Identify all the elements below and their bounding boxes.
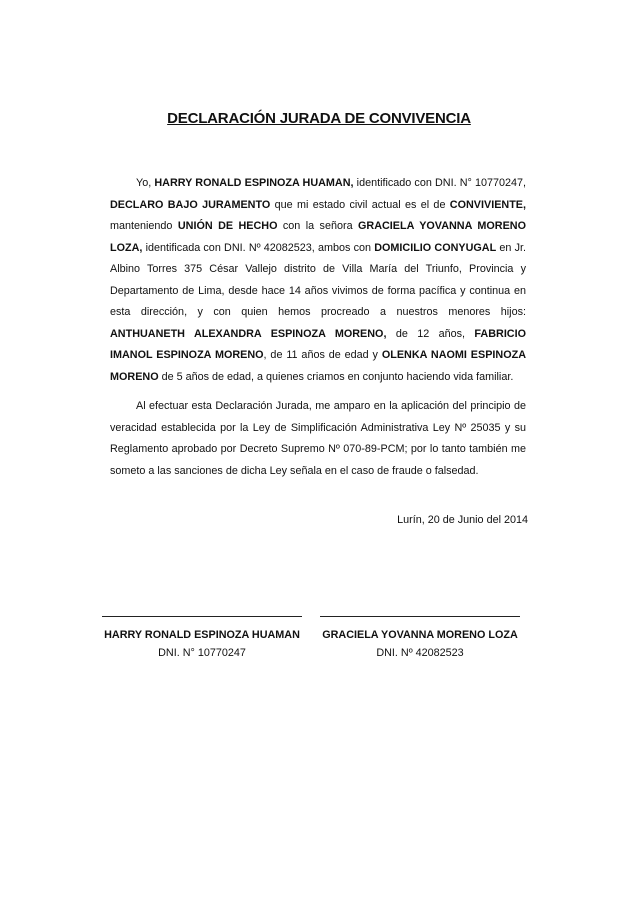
child-name: ANTHUANETH ALEXANDRA ESPINOZA MORENO, xyxy=(110,327,387,340)
signer-dni: DNI. Nº 42082523 xyxy=(376,647,464,659)
signature-line xyxy=(320,616,520,617)
text-run: , de 11 años de edad y xyxy=(263,349,382,361)
text-run: identificada con DNI. Nº 42082523, ambos con xyxy=(142,241,375,254)
paragraph-legal-basis: Al efectuar esta Declaración Jurada, me amparo en la aplicación del principio de veracidad establecida por la Ley de Simplificación Administrativa Ley Nº 25035 y su Reglamento aprobado por Decreto Supremo Nº 070-89-PCM; por lo tanto también me someto a las sanciones de dicha Ley señala en el caso de fraude o falsedad. xyxy=(110,400,526,477)
oath-phrase: DECLARO BAJO JURAMENTO xyxy=(110,198,271,211)
signer-name: HARRY RONALD ESPINOZA HUAMAN xyxy=(104,629,300,641)
declarant-name: HARRY RONALD ESPINOZA HUAMAN, xyxy=(154,177,354,189)
civil-status: CONVIVIENTE, xyxy=(449,198,526,211)
text-run: con la señora xyxy=(277,220,358,232)
text-run: Yo, xyxy=(136,177,155,189)
signature-block-partner xyxy=(320,616,520,663)
signer-name: GRACIELA YOVANNA MORENO LOZA xyxy=(322,629,518,641)
place-date: Lurín, 20 de Junio del 2014 xyxy=(397,514,528,526)
signature-line xyxy=(102,616,302,617)
child-name: FABRICIO IMANOL ESPINOZA MORENO xyxy=(110,327,527,361)
signature-block-declarant xyxy=(102,616,302,663)
text-run: de 12 años, xyxy=(386,327,475,340)
union-type: UNIÓN DE HECHO xyxy=(177,220,278,232)
document-title: DECLARACIÓN JURADA DE CONVIVENCIA xyxy=(167,110,471,127)
declaration-body xyxy=(110,173,526,490)
partner-name: GRACIELA YOVANNA MORENO LOZA, xyxy=(110,220,527,254)
text-run: en Jr. Albino Torres 375 César Vallejo distrito de Villa María del Triunfo, Provincia y Departamento de Lima, desde hace 14 años vivimos de forma pacífica y continua en esta dirección, y con quien hemos procreado a nuestros menores hijos: xyxy=(110,241,526,318)
text-run: identificado con DNI. N° 10770247, xyxy=(353,177,527,189)
text-run: de 5 años de edad, a quienes criamos en conjunto haciendo vida familiar. xyxy=(158,370,514,383)
paragraph-declaration xyxy=(110,173,526,388)
text-run: que mi estado civil actual es el de xyxy=(270,198,450,211)
domicile-phrase: DOMICILIO CONYUGAL xyxy=(374,241,497,254)
child-name: OLENKA NAOMI ESPINOZA MORENO xyxy=(110,349,526,383)
text-run: manteniendo xyxy=(110,220,178,232)
signer-dni: DNI. N° 10770247 xyxy=(158,647,246,659)
